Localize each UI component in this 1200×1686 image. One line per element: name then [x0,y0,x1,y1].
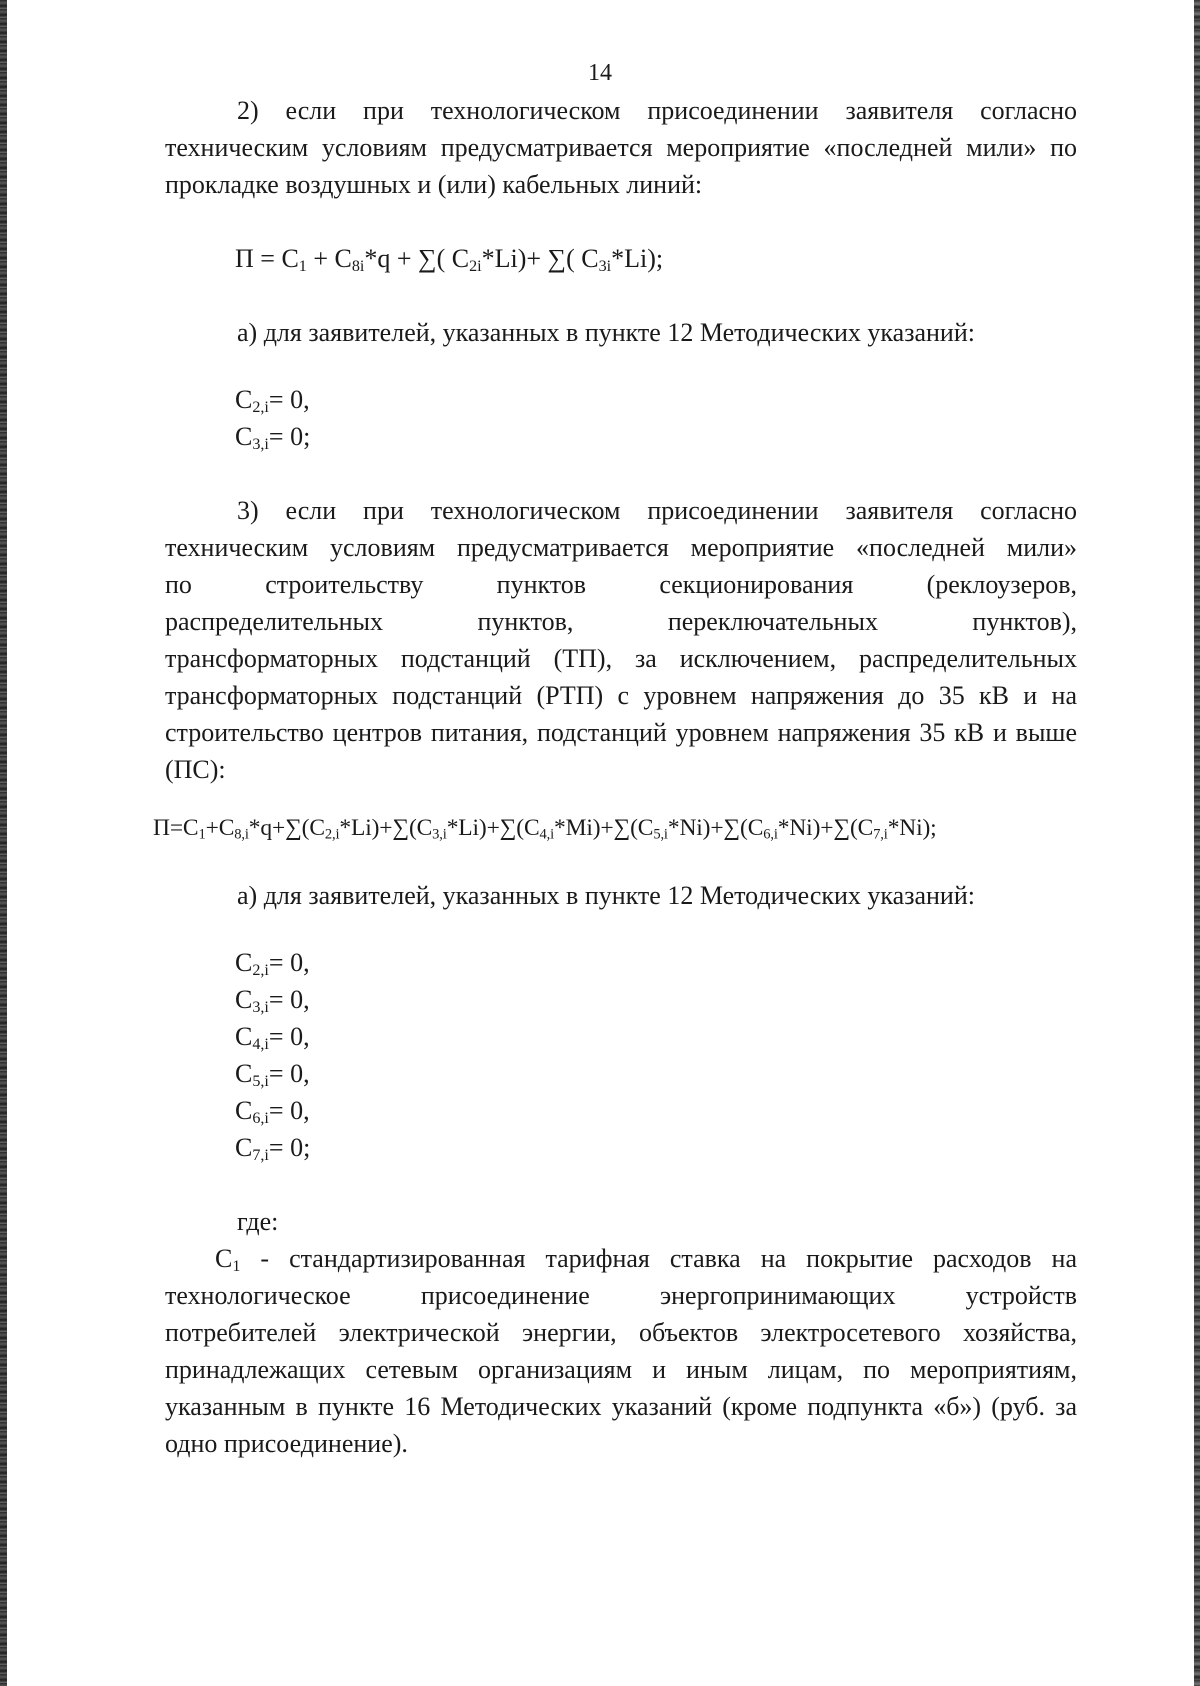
c1-definition-line-2: технологическое присоединение энергопринимающих устройств [165,1281,1077,1310]
c1-definition-line-1: $C_1$ - стандартизированная тарифная ставка на покрытие расходов на [215,1244,1077,1276]
section-2-equations [165,381,1077,455]
page-number: 14 [588,60,612,86]
section-3-intro-line-3: распределительных пунктов, переключательных пунктов), [165,607,1077,636]
equation-line: $C_{6,i}= 0$, [235,1096,310,1128]
equation-line: $C_{4,i}= 0$, [235,1022,310,1054]
equation-line: $C_{2,i}= 0$, [235,385,310,417]
section-3-intro-rest: трансформаторных подстанций (ТП), за исключением, распределительных трансформаторных подстанций (РТП) с уровнем напряжения до 35 кВ и на строительство центров питания, подстанций уровнем напряжения 35 кВ и выше (ПС): [165,644,1077,784]
equation-line: $C_{3,i}= 0$, [235,985,310,1017]
document-body [153,92,1077,1462]
section-3-intro-line-1: 3) если при технологическом присоединении заявителя согласно техническим условиям предусматривается мероприятие «последней мили» [165,496,1077,562]
scan-edge-left [0,0,7,1686]
equation-line: $C_{2,i}= 0$, [235,948,310,980]
formula-section-2: $П = C_1 + C_{8i}*q$ + ∑( $C_{2i}*Li)+$ ∑( $C_{3i}*Li$); [235,244,664,276]
equation-line: $C_{5,i}= 0$, [235,1059,310,1091]
section-3-item-a: а) для заявителей, указанных в пункте 12 Методических указаний: [237,881,975,910]
scan-edge-right [1194,0,1200,1686]
section-3-intro-line-2: по строительству пунктов секционирования (реклоузеров, [165,570,1077,599]
equation-line: $C_{3,i}= 0$; [235,422,311,454]
c1-definition-rest: потребителей электрической энергии, объектов электросетевого хозяйства, принадлежащих сетевым организациям и иным лицам, по мероприятиям, указанным в пункте 16 Методических указаний (кроме подпункта «б») (руб. за одно присоединение). [165,1318,1077,1458]
where-label: где: [237,1207,279,1236]
equation-line: $C_{7,i}= 0$; [235,1133,311,1165]
section-2-item-a: а) для заявителей, указанных в пункте 12 Методических указаний: [237,318,975,347]
section-2-intro: 2) если при технологическом присоединении заявителя согласно техническим условиям предусматривается мероприятие «последней мили» по прокладке воздушных и (или) кабельных линий: [165,96,1077,199]
formula-section-3: $П=C_1+C_{8,i}*q+\sum(C_{2,i}*Li)+\sum(C_{3,i}*Li)+\sum(C_{4,i}*Mi)+\sum(C_{5,i}*Ni)+\sum(C_{6,i}*Ni)+\sum(C_{7,i}*Ni)$; [153,815,937,843]
section-3-equations [165,944,1077,1166]
